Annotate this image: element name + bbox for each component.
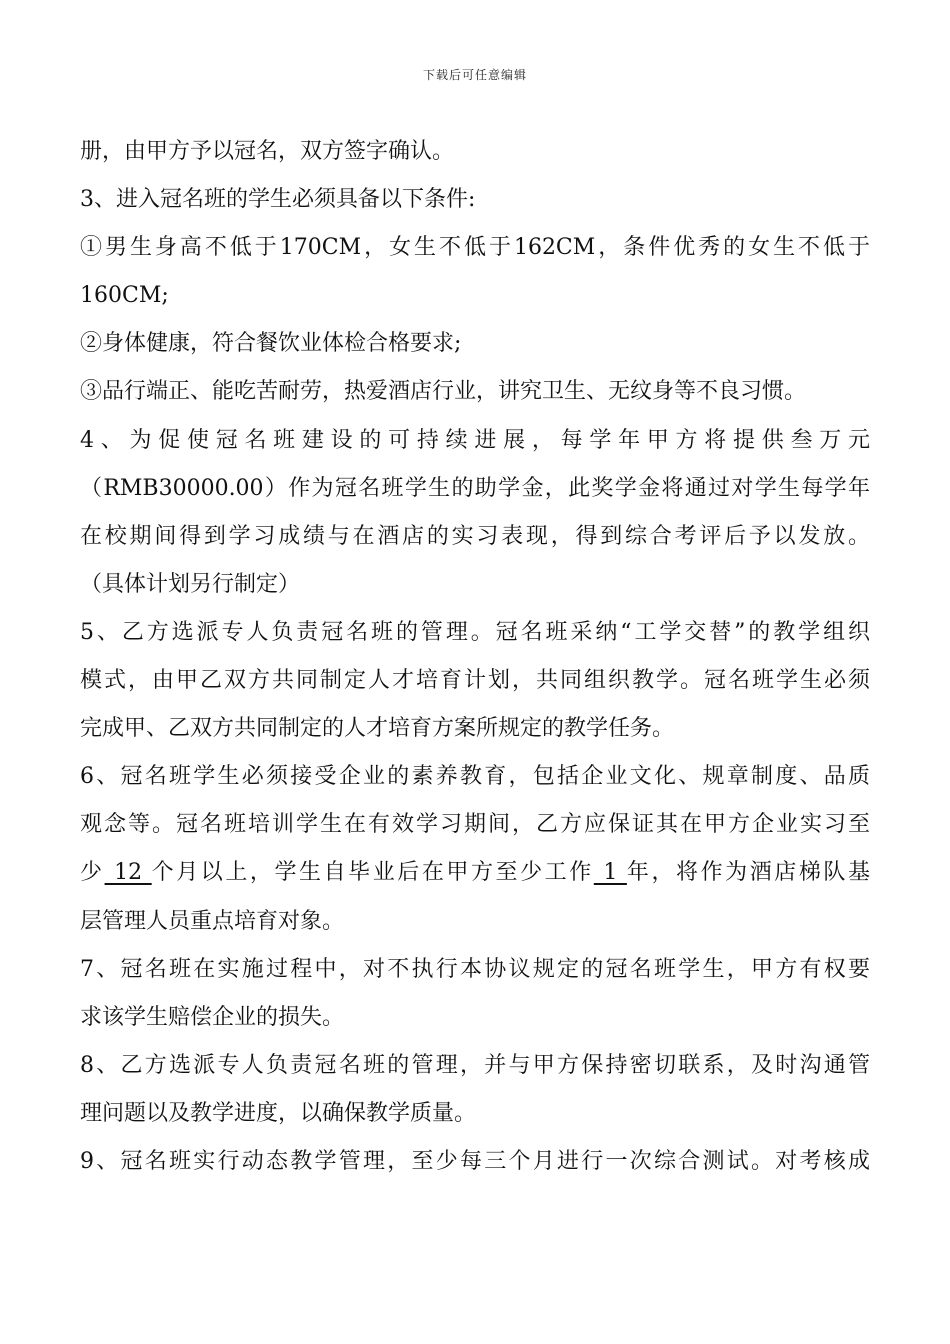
text-line: 模式，由甲乙双方共同制定人才培育计划，共同组织教学。冠名班学生必须 bbox=[80, 668, 870, 694]
text-line: 层管理人员重点培育对象。 bbox=[80, 908, 345, 934]
text-line: 求该学生赔偿企业的损失。 bbox=[80, 1004, 345, 1030]
text-line: 理问题以及教学进度，以确保教学质量。 bbox=[80, 1100, 477, 1126]
line-suffix: 年，将作为酒店梯队基 bbox=[626, 860, 870, 886]
line-prefix: 少 bbox=[80, 860, 105, 886]
text-line: 7、冠名班在实施过程中，对不执行本协议规定的冠名班学生，甲方有权要 bbox=[80, 956, 870, 982]
line-middle: 个月以上，学生自毕业后在甲方至少工作 bbox=[151, 860, 594, 886]
text-line: 8、乙方选派专人负责冠名班的管理，并与甲方保持密切联系，及时沟通管 bbox=[80, 1052, 870, 1078]
document-body bbox=[80, 128, 870, 1186]
text-line: 6、冠名班学生必须接受企业的素养教育，包括企业文化、规章制度、品质 bbox=[80, 764, 870, 790]
text-line-with-blanks bbox=[80, 849, 870, 897]
text-line: 在校期间得到学习成绩与在酒店的实习表现，得到综合考评后予以发放。 bbox=[80, 523, 870, 549]
text-line: 观念等。冠名班培训学生在有效学习期间，乙方应保证其在甲方企业实习至 bbox=[80, 812, 870, 838]
text-line: （RMB30000.00）作为冠名班学生的助学金，此奖学金将通过对学生每学年 bbox=[80, 475, 870, 501]
text-line: 9、冠名班实行动态教学管理，至少每三个月进行一次综合测试。对考核成 bbox=[80, 1148, 870, 1174]
months-blank: 12 bbox=[104, 860, 152, 886]
years-blank: 1 bbox=[593, 860, 627, 886]
text-line: ①男生身高不低于170CM，女生不低于162CM，条件优秀的女生不低于 bbox=[80, 235, 870, 261]
text-line: 3、进入冠名班的学生必须具备以下条件: bbox=[80, 187, 476, 213]
text-line: 5、乙方选派专人负责冠名班的管理。冠名班采纳“工学交替”的教学组织 bbox=[80, 619, 870, 645]
page-header: 下载后可任意编辑 bbox=[422, 68, 527, 82]
text-line: 160CM; bbox=[80, 283, 169, 309]
text-line: ②身体健康，符合餐饮业体检合格要求; bbox=[80, 331, 462, 357]
text-line: 4、为促使冠名班建设的可持续进展，每学年甲方将提供叁万元 bbox=[80, 427, 870, 453]
text-line: （具体计划另行制定） bbox=[80, 571, 301, 597]
text-line: 完成甲、乙双方共同制定的人才培育方案所规定的教学任务。 bbox=[80, 716, 675, 742]
text-line: ③品行端正、能吃苦耐劳，热爱酒店行业，讲究卫生、无纹身等不良习惯。 bbox=[80, 379, 807, 405]
text-line: 册，由甲方予以冠名，双方签字确认。 bbox=[80, 139, 455, 164]
